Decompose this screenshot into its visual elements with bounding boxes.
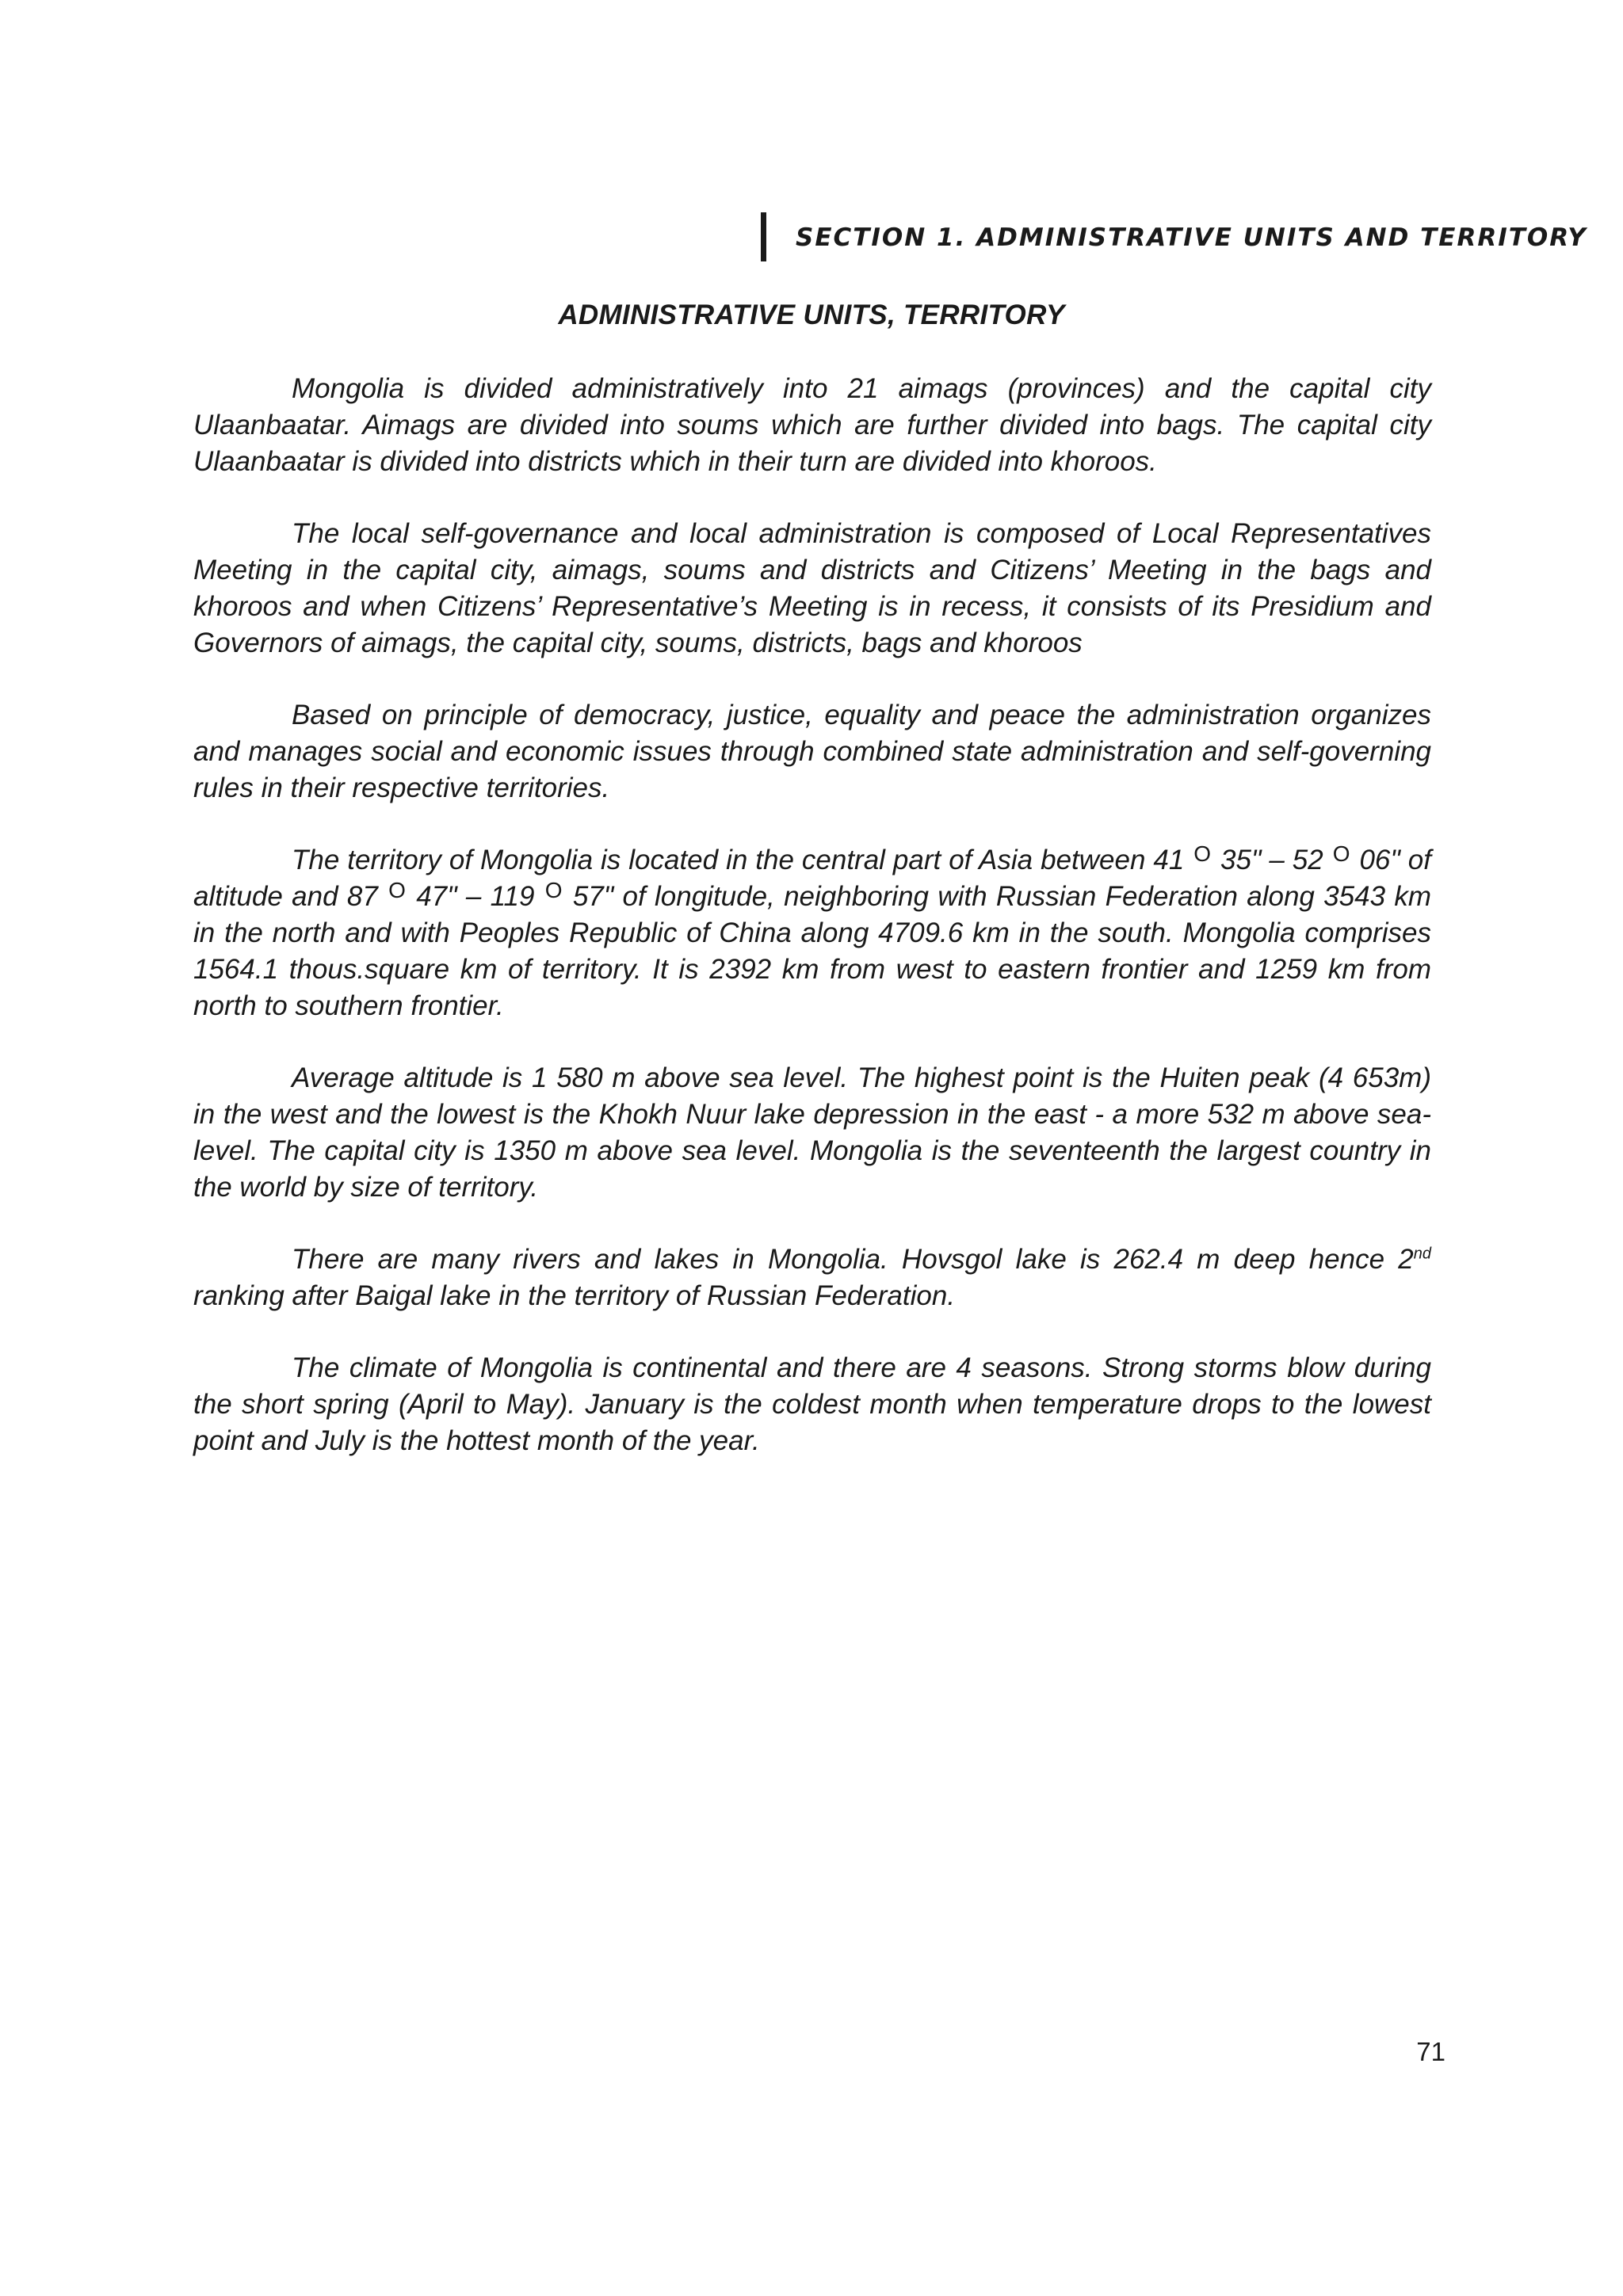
rivers-text-1: There are many rivers and lakes in Mongolia. Hovsgol lake is 262.4 m deep hence 2 xyxy=(292,1244,1414,1275)
degree-symbol: O xyxy=(544,878,563,902)
degree-symbol: O xyxy=(1332,841,1350,866)
paragraph-local-governance: The local self-governance and local administration is composed of Local Representatives Meeting in the capital city, aimags, soums and districts and Citizens’ Meeting in the bags and khoroos and when Citizens’ Representative’s Meeting is in recess, it consists of its Presidium and Governors of aimags, the capital city, soums, districts, bags and khoroos xyxy=(193,518,1431,658)
degree-symbol: O xyxy=(1193,841,1212,866)
territory-text-3: 06" of altitude and 87 xyxy=(193,845,1431,912)
territory-text-2: 35" – 52 xyxy=(1220,845,1323,875)
section-marker-bar xyxy=(761,212,766,261)
territory-text-4: 47" – 119 xyxy=(416,881,535,912)
page-number: 71 xyxy=(1416,2037,1445,2066)
ordinal-suffix: nd xyxy=(1413,1245,1431,1263)
paragraph-territory-location xyxy=(193,842,1431,1024)
paragraph-rivers-lakes xyxy=(193,1241,1431,1314)
body-text xyxy=(193,371,1431,1495)
paragraph-administration-principles: Based on principle of democracy, justice, equality and peace the administration organizes and manages social and economic issues through combined state administration and self-governing rules in their respective territories. xyxy=(193,700,1431,803)
paragraph-administrative-division: Mongolia is divided administratively into 21 aimags (provinces) and the capital city Ulaanbaatar. Aimags are divided into soums which are further divided into bags. The capital city Ulaanbaatar is divided into districts which in their turn are divided into khoroos. xyxy=(193,373,1431,477)
section-header xyxy=(761,212,1587,263)
page-title: ADMINISTRATIVE UNITS, TERRITORY xyxy=(558,299,1065,330)
section-label: SECTION 1. ADMINISTRATIVE UNITS AND TERRITORY xyxy=(796,223,1587,252)
degree-symbol: O xyxy=(388,878,406,902)
paragraph-climate: The climate of Mongolia is continental and there are 4 seasons. Strong storms blow during the short spring (April to May). January is the coldest month when temperature drops to the lowest point and July is the hottest month of the year. xyxy=(193,1352,1431,1456)
territory-text-5: 57" of longitude, neighboring with Russian Federation along 3543 km in the north and with Peoples Republic of China along 4709.6 km in the south. Mongolia comprises 1564.1 thous.square km of territory. It is 2392 km from west to eastern frontier and 1259 km from north to southern frontier. xyxy=(193,881,1431,1021)
paragraph-altitude: Average altitude is 1 580 m above sea level. The highest point is the Huiten peak (4 653m) in the west and the lowest is the Khokh Nuur lake depression in the east - a more 532 m above sea-level. The capital city is 1350 m above sea level. Mongolia is the seventeenth the largest country in the world by size of territory. xyxy=(193,1062,1431,1203)
rivers-text-2: ranking after Baigal lake in the territory of Russian Federation. xyxy=(193,1280,956,1311)
territory-text-1: The territory of Mongolia is located in the central part of Asia between 41 xyxy=(292,845,1185,875)
